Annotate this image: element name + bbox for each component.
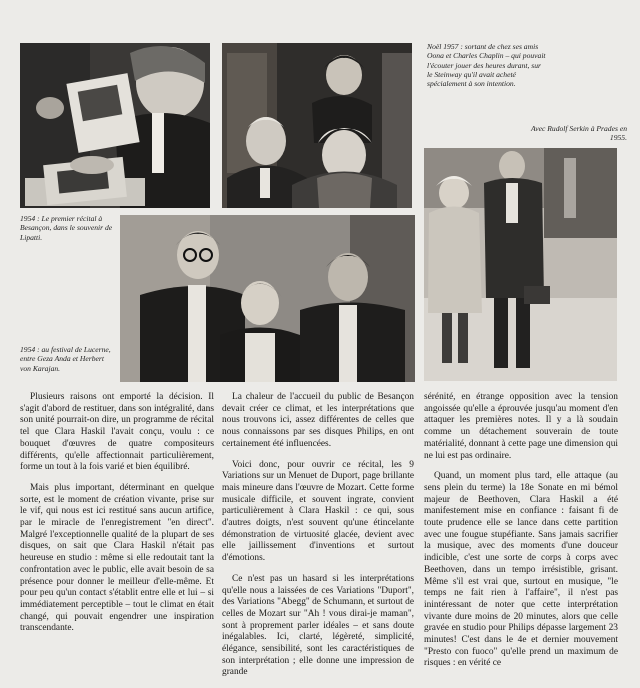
photo-besancon-signing [20, 43, 210, 208]
paragraph: Mais plus important, déterminant en quelque sorte, est le moment de création vivante, prise sur le vif, qui nous est ici restitué sans aucun artifice, par le miracle de l'enregistrement "en direct". Malgré l'exceptionnelle qualité de la plupart de ses disques, on sait que Clara Haskil n'était pas heureuse en studio : même si elle redoutait tant la confrontation avec le public, elle avait besoin de sa présence pour donner le meilleur d'elle-même. Et pour peu qu'un contact s'établit entre elle et lui – si immédiatement perceptible – tout le climat en était changé, qui pouvait engendrer une inspiration transcendante. [20, 482, 214, 634]
text-column-3 [424, 392, 618, 679]
paragraph: Voici donc, pour ouvrir ce récital, les 9 Variations sur un Menuet de Duport, page brillante mais mineure dans l'œuvre de Mozart. Cette forme musicale difficile, et souvent ingrate, convient particulièrement à Clara Haskil : ce qui, sous d'autres doigts, n'est souvent qu'une étincelante démonstration de virtuosité glacée, devient avec elle jaillissement d'inventions et surtout d'émotions. [222, 459, 414, 564]
paragraph: Ce n'est pas un hasard si les interprétations qu'elle nous a laissées de ces Variations "Duport", des Variations "Abegg" de Schumann, et surtout de celles de Mozart sur "Ah ! vous dirai-je maman", sont à proprement parler idéales – et sans doute inégalables. Ici, clarté, légèreté, simplicité, élégance, sensibilité, sont les caractéristiques de son interprétation ; elle donne une impression de grande [222, 573, 414, 678]
text-column-1 [20, 392, 214, 644]
paragraph: Quand, un moment plus tard, elle attaque (au sens plein du terme) la 18e Sonate en mi bémol majeur de Beethoven, Clara Haskil a été manifestement mise en confiance : faisant fi de toute prudence elle se lance dans cette partition avec une fougue stupéfiante. Sans jamais sacrifier la musique, avec des moments d'une douceur indicible, c'est une sorte de corps à corps avec Beethoven, dans un tempo irrésistible, grisant. Même s'il est vrai que, surtout en musique, "le temps ne fait rien à l'affaire", il n'est pas inintéressant de noter que cette interprétation vivante dure moins de 20 minutes, alors que celle gravée en studio pour Philips dépasse largement 23 minutes! C'est dans le 4e et dernier mouvement "Presto con fuoco" qu'elle prend un maximum de risques : en vérité ce [424, 471, 618, 669]
text-column-2 [222, 392, 414, 688]
paragraph: sérénité, en étrange opposition avec la tension angoissée qu'elle a éprouvée jusqu'au moment d'en attaquer les premières notes. Il y a là soudain comme un détachement souverain de toute matérialité, donnant à cette page une dimension qui ne lui est pas ordinaire. [424, 392, 618, 461]
caption-lucerne: 1954 : au festival de Lucerne, entre Geza Anda et Herbert von Karajan. [20, 345, 111, 373]
photo-serkin-prades [424, 148, 617, 381]
paragraph: La chaleur de l'accueil du public de Besançon devait créer ce climat, et les interprétations que nous trouvons ici, assez différentes de celles que nous connaissons par ses disques Philips, en ont certainement été influencées. [222, 392, 414, 449]
photo-lucerne [120, 215, 415, 382]
caption-besancon: 1954 : Le premier récital à Besançon, dans le souvenir de Lipatti. [20, 214, 113, 242]
caption-chaplin: Noël 1957 : sortant de chez ses amis Oona et Charles Chaplin – qui pouvait l'écouter jouer des heures durant, sur le Steinway qu'il avait acheté spécialement à son intention. [427, 42, 546, 89]
paragraph: Plusieurs raisons ont emporté la décision. Il s'agit d'abord de restituer, dans son intégralité, dans son unité pourrait-on dire, un programme de récital tel que Clara Haskil l'avait conçu, voulu : ce bouquet d'œuvres de quatre compositeurs différents, qu'elle affectionnait particulièrement, forme un tout à la fois varié et bien équilibré. [20, 392, 214, 473]
photo-chaplin [222, 43, 412, 208]
caption-serkin: Avec Rudolf Serkin à Prades en 1955. [531, 124, 627, 143]
